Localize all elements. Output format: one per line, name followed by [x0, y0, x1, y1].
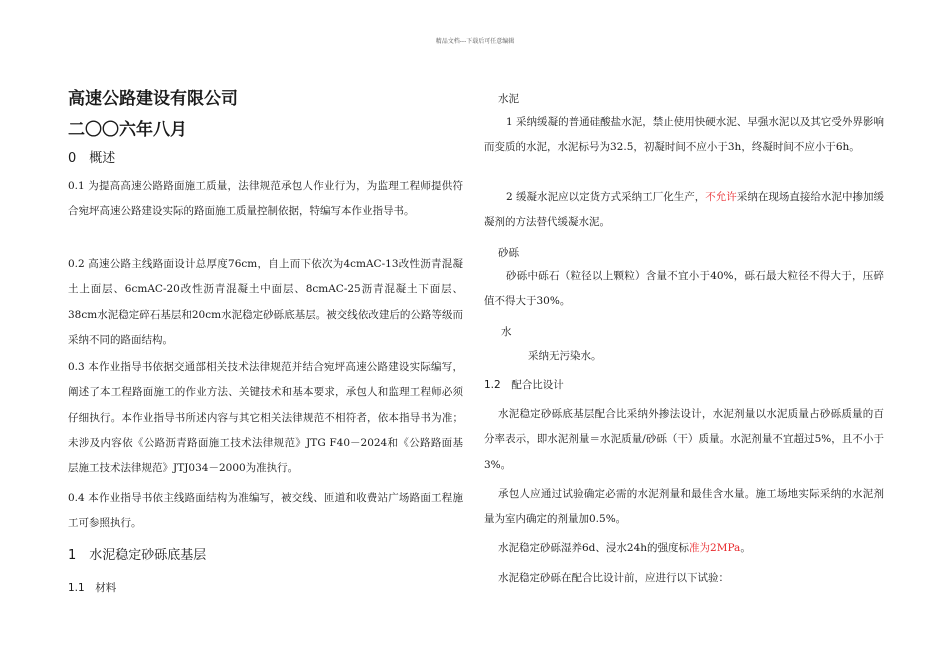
- gravel-label: 砂砾: [498, 247, 519, 259]
- subsection-1-2-heading: 1.2 配合比设计: [484, 379, 564, 391]
- date-title: 二〇〇六年八月: [68, 120, 187, 140]
- mix-paragraph-2: 承包人应通过试验确定必需的水泥剂量和最佳含水量。施工场地实际采纳的水泥剂量为室内确定的剂量加0.5%。: [484, 488, 884, 526]
- mix-paragraph-3: [484, 536, 884, 561]
- gravel-paragraph: 砂砾中砾石（粒径以上颗粒）含量不宜小于40%，砾石最大粒径不得大于，压碎值不得大于30%。: [484, 270, 884, 308]
- page-header-note: 精品文档---下载后可任意编辑: [435, 38, 515, 45]
- company-title: 高速公路建设有限公司: [68, 89, 238, 109]
- water-paragraph: 采纳无污染水。: [528, 350, 602, 362]
- paragraph-0-3: 0.3 本作业指导书依据交通部相关技术法律规范并结合宛坪高速公路建设实际编写，阐述了本工程路面施工的作业方法、关键技术和基本要求，承包人和监理工程师必须仔细执行。本作业指导书所述内容与其它相关法律规范不相符者，依本指导书为准；未涉及内容依《公路沥青路面施工技术法律规范》JTG F40－2024和《公路路面基层施工技术法律规范》JTJ034－2000为准执行。: [68, 361, 463, 475]
- cement-label: 水泥: [498, 93, 519, 105]
- cement-paragraph-1: 1 采纳缓凝的普通硅酸盐水泥，禁止使用快硬水泥、早强水泥以及其它受外界影响而变质的水泥，水泥标号为32.5，初凝时间不应小于3h，终凝时间不应小于6h。: [484, 116, 884, 154]
- cement-paragraph-2-text-b: 采纳在现场直接给水泥中掺加缓凝剂的方法替代缓凝水泥。: [484, 191, 885, 229]
- water-label: 水: [501, 326, 512, 338]
- paragraph-0-2: 0.2 高速公路主线路面设计总厚度76cm，自上而下依次为4cmAC-13改性沥青混凝土上面层、6cmAC-20改性沥青混凝土中面层、8cmAC-25沥青混凝土下面层、38cm水泥稳定碎石基层和20cm水泥稳定砂砾底基层。被交线依改建后的公路等级而采纳不同的路面结构。: [68, 258, 463, 346]
- cement-paragraph-2-highlight: 不允许: [705, 191, 737, 203]
- cement-paragraph-2-text-a: 2 缓凝水泥应以定货方式采纳工厂化生产，: [506, 191, 706, 203]
- cement-paragraph-2: [484, 185, 884, 236]
- section-0-heading: 0 概述: [68, 151, 116, 166]
- mix-paragraph-3-text-a: 水泥稳定砂砾湿养6d、浸水24h的强度标: [498, 542, 690, 554]
- subsection-1-1-heading: 1.1 材料: [68, 582, 117, 594]
- mix-paragraph-3-highlight: 准为2MPa: [689, 542, 741, 554]
- mix-paragraph-3-text-b: 。: [740, 542, 751, 554]
- mix-paragraph-1: 水泥稳定砂砾底基层配合比采纳外掺法设计，水泥剂量以水泥质量占砂砾质量的百分率表示，即水泥剂量＝水泥质量/砂砾（干）质量。水泥剂量不宜超过5%，且不小于3%。: [484, 408, 884, 471]
- section-1-heading: 1 水泥稳定砂砾底基层: [68, 548, 207, 563]
- mix-paragraph-4: 水泥稳定砂砾在配合比设计前，应进行以下试验：: [498, 572, 729, 584]
- paragraph-0-4: 0.4 本作业指导书依主线路面结构为准编写，被交线、匝道和收费站广场路面工程施工可参照执行。: [68, 492, 463, 530]
- paragraph-0-1: 0.1 为提高高速公路路面施工质量，法律规范承包人作业行为，为监理工程师提供符合宛坪高速公路建设实际的路面施工质量控制依据，特编写本作业指导书。: [68, 180, 463, 218]
